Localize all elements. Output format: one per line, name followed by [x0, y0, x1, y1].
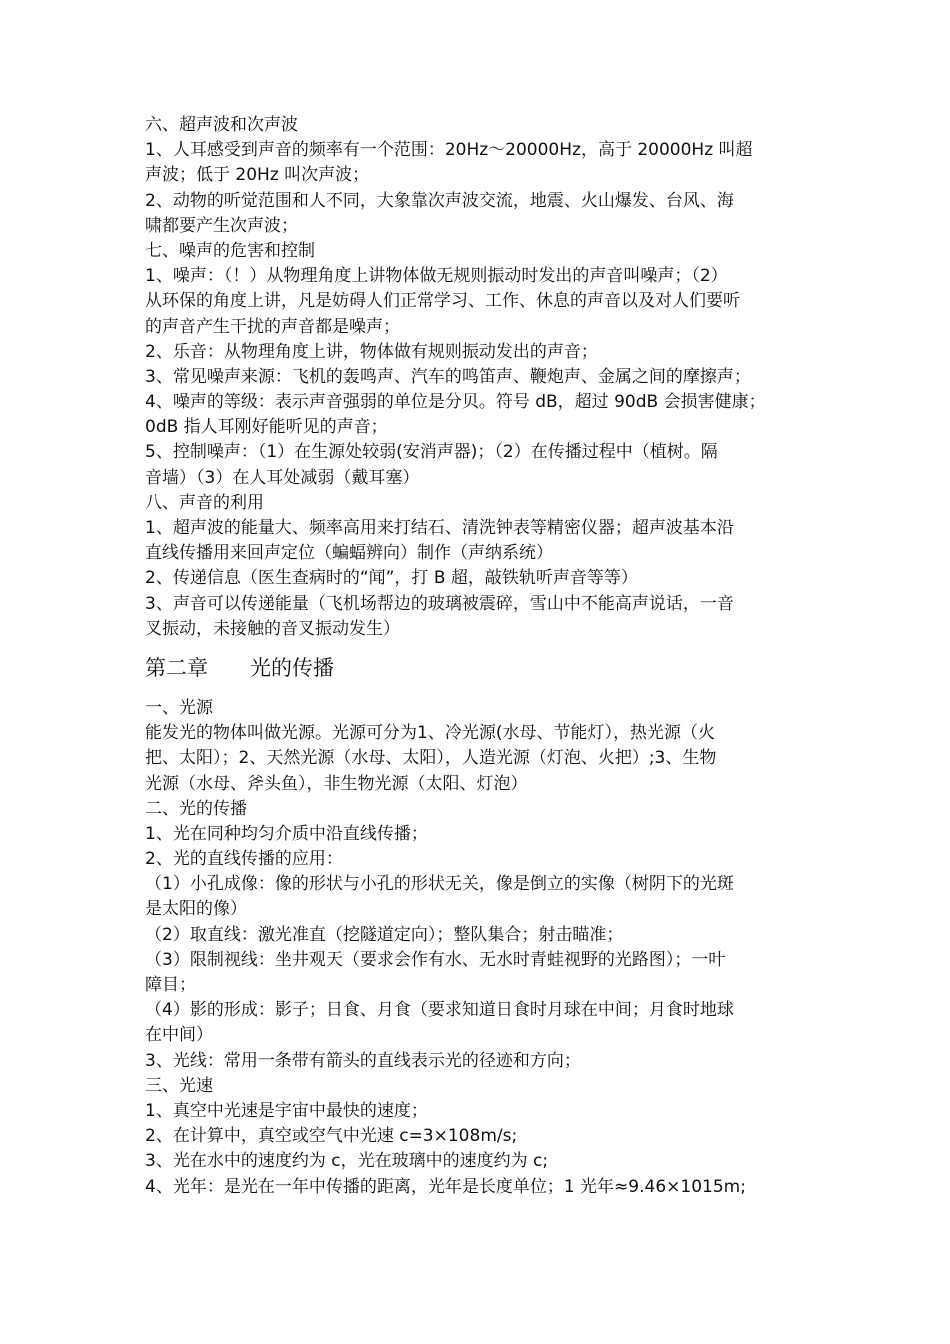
- text-line: 3、声音可以传递能量（飞机场帮边的玻璃被震碎，雪山中不能高声说话，一音: [145, 593, 734, 614]
- text-line: 的声音产生干扰的声音都是噪声；: [145, 316, 400, 337]
- text-line: 啸都要产生次声波；: [145, 215, 298, 236]
- text-line: 六、超声波和次声波: [145, 115, 298, 135]
- text-line: 3、光在水中的速度约为 c，光在玻璃中的速度约为 c;: [145, 1151, 549, 1172]
- text-line: 能发光的物体叫做光源。光源可分为1、冷光源(水母、节能灯），热光源（火: [145, 723, 715, 744]
- text-line: 2、在计算中，真空或空气中光速 c=3×108m/s;: [145, 1126, 518, 1147]
- text-line: 4、光年：是光在一年中传播的距离，光年是长度单位；1 光年≈9.46×1015m;: [145, 1176, 746, 1197]
- chapter-title: 光的传播: [250, 655, 334, 680]
- text-line: 2、光的直线传播的应用：: [145, 849, 343, 870]
- text-line: 在中间）: [145, 1025, 213, 1046]
- text-line: 3、常见噪声来源：飞机的轰鸣声、汽车的鸣笛声、鞭炮声、金属之间的摩擦声；: [145, 366, 751, 387]
- text-line: （1）小孔成像：像的形状与小孔的形状无关，像是倒立的实像（树阴下的光斑: [145, 874, 734, 895]
- text-line: 一、光源: [145, 697, 213, 718]
- text-line: 2、动物的听觉范围和人不同，大象靠次声波交流，地震、火山爆发、台风、海: [145, 190, 734, 211]
- text-line: 三、光速: [145, 1075, 213, 1096]
- text-line: 七、噪声的危害和控制: [145, 240, 315, 261]
- section-light-text: [145, 696, 817, 1200]
- text-line: 5、控制噪声：（1）在生源处较弱(安消声器)；（2）在传播过程中（植树。隔: [145, 442, 718, 463]
- text-line: 从环保的角度上讲，凡是妨碍人们正常学习、工作、休息的声音以及对人们要听: [145, 291, 740, 312]
- text-line: 2、乐音：从物理角度上讲，物体做有规则振动发出的声音；: [145, 341, 598, 362]
- text-line: （4）影的形成：影子；日食、月食（要求知道日食时月球在中间；月食时地球: [145, 1000, 734, 1021]
- text-line: 1、光在同种均匀介质中沿直线传播；: [145, 823, 428, 844]
- text-line: 0dB 指人耳刚好能听见的声音；: [145, 417, 388, 438]
- text-line: 1、超声波的能量大、频率高用来打结石、清洗钟表等精密仪器；超声波基本沿: [145, 518, 734, 538]
- text-line: 声波；低于 20Hz 叫次声波；: [145, 165, 370, 186]
- text-line: 4、噪声的等级：表示声音强弱的单位是分贝。符号 dB，超过 90dB 会损害健康；: [145, 392, 766, 413]
- chapter-number: 第二章: [145, 655, 208, 680]
- text-line: （3）限制视线：坐井观天（要求会作有水、无水时青蛙视野的光路图）；一叶: [145, 949, 726, 970]
- text-line: 1、人耳感受到声音的频率有一个范围：20Hz～20000Hz，高于 20000Hz 叫超: [145, 140, 753, 161]
- text-line: 直线传播用来回声定位（蝙蝠辨向）制作（声纳系统）: [145, 543, 553, 564]
- text-line: 叉振动，未接触的音叉振动发生）: [145, 618, 400, 639]
- text-line: 是太阳的像）: [145, 899, 247, 920]
- text-line: 二、光的传播: [145, 798, 247, 819]
- text-line: 把、太阳）；2、天然光源（水母、太阳），人造光源（灯泡、火把）;3、生物: [145, 748, 717, 769]
- text-line: 八、声音的利用: [145, 492, 264, 513]
- document-page: [145, 113, 817, 1200]
- text-line: 音墙）（3）在人耳处减弱（戴耳塞）: [145, 467, 420, 488]
- text-line: 光源（水母、斧头鱼），非生物光源（太阳、灯泡）: [145, 773, 528, 794]
- section-sound-text: [145, 113, 817, 642]
- text-line: 1、噪声：（！）从物理角度上讲物体做无规则振动时发出的声音叫噪声；（2）: [145, 266, 728, 287]
- text-line: 1、真空中光速是宇宙中最快的速度；: [145, 1100, 428, 1121]
- text-line: 障目；: [145, 975, 196, 995]
- text-line: 3、光线：常用一条带有箭头的直线表示光的径迹和方向；: [145, 1050, 581, 1071]
- text-line: （2）取直线：激光准直（挖隧道定向）；整队集合；射击瞄准；: [145, 924, 624, 945]
- chapter-heading: [145, 646, 817, 690]
- text-line: 2、传递信息（医生查病时的“闻”，打 B 超，敲铁轨听声音等等）: [145, 568, 638, 589]
